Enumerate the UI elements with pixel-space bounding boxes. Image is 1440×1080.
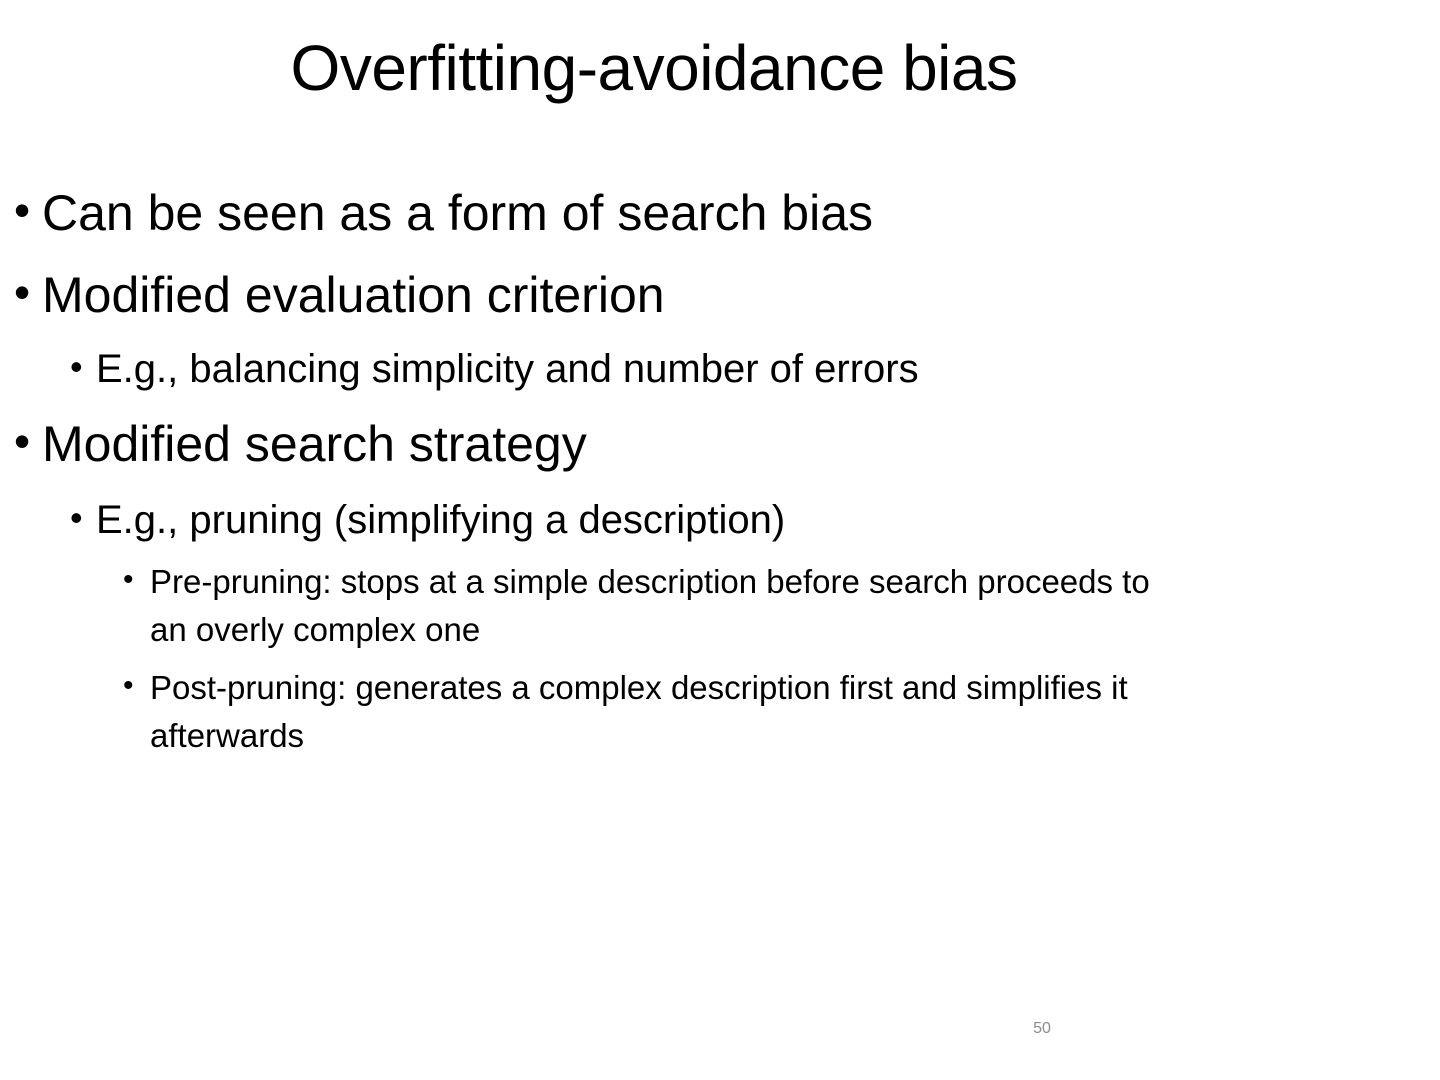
sub-sub-bullet-item-pre-pruning: [123, 558, 1163, 654]
bullet-dot-icon: •: [123, 563, 134, 596]
bullet-text: Modified search strategy: [42, 416, 587, 472]
bullet-text: Modified evaluation criterion: [42, 267, 665, 323]
bullet-dot-icon: •: [123, 669, 134, 702]
bullet-dot-icon: •: [14, 415, 31, 467]
bullet-item-search-bias: [14, 185, 873, 241]
bullet-text: Post-pruning: generates a complex description first and simplifies it afterwards: [150, 669, 1128, 754]
sub-sub-bullet-item-post-pruning: [123, 664, 1163, 760]
bullet-dot-icon: •: [70, 497, 83, 538]
page-number: 50: [1033, 1020, 1051, 1037]
bullet-dot-icon: •: [14, 184, 31, 236]
bullet-dot-icon: •: [70, 346, 83, 387]
bullet-item-search-strategy: [14, 416, 587, 472]
bullet-text: E.g., pruning (simplifying a description): [96, 498, 786, 542]
sub-bullet-item-pruning: [70, 497, 785, 543]
bullet-item-evaluation-criterion: [14, 267, 665, 323]
slide-title: Overfitting-avoidance bias: [290, 32, 1018, 104]
bullet-text: Can be seen as a form of search bias: [42, 185, 874, 241]
bullet-text: Pre-pruning: stops at a simple description before search proceeds to an overly complex one: [150, 563, 1150, 648]
sub-bullet-item-balancing: [70, 346, 919, 392]
bullet-dot-icon: •: [14, 266, 31, 318]
bullet-text: E.g., balancing simplicity and number of errors: [96, 347, 919, 391]
